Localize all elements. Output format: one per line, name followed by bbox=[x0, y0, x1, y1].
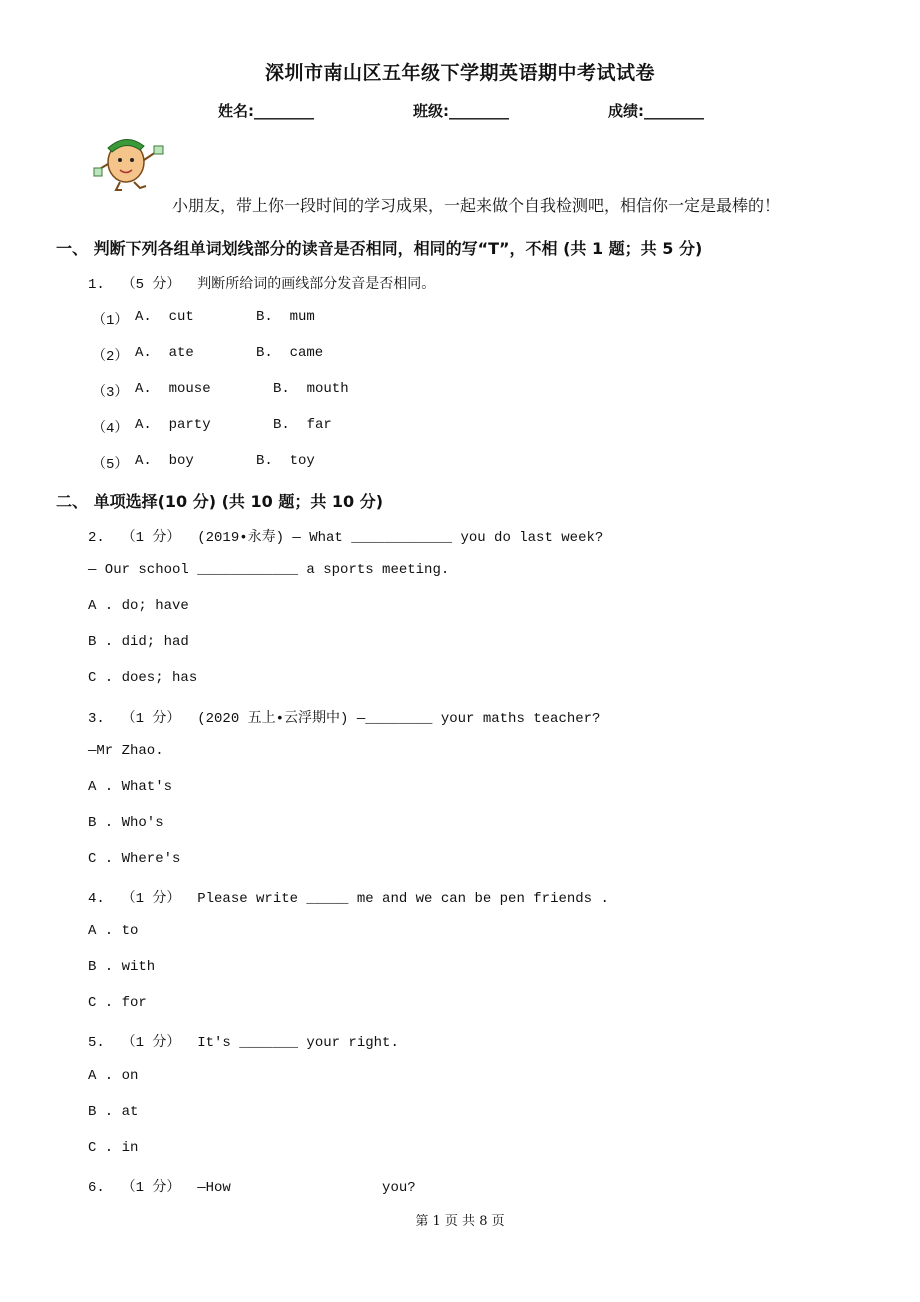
pair-option-b: B. toy bbox=[256, 453, 315, 469]
name-field-label: 姓名:________ bbox=[218, 102, 314, 120]
question-stem: 4. （1 分） Please write _____ me and we can be pen friends . bbox=[88, 891, 609, 907]
answer-option: B . Who's bbox=[88, 815, 164, 831]
pair-option-a: A. ate bbox=[135, 345, 194, 361]
answer-option: C . for bbox=[88, 995, 147, 1011]
answer-option: A . What's bbox=[88, 779, 173, 795]
answer-option: C . does; has bbox=[88, 670, 198, 686]
pair-option-a: A. mouse bbox=[135, 381, 211, 397]
question-1: 1. （5 分） 判断所给词的画线部分发音是否相同。 bbox=[88, 277, 436, 293]
section-1-heading: 一、 判断下列各组单词划线部分的读音是否相同，相同的写“T”，不相 (共 1 题；共 5 分) bbox=[56, 239, 703, 258]
encouragement-text: 小朋友，带上你一段时间的学习成果，一起来做个自我检测吧，相信你一定是最棒的！ bbox=[172, 196, 781, 215]
page-footer: 第 1 页 共 8 页 bbox=[415, 1214, 505, 1229]
question-stem: 2. （1 分） (2019•永寿) — What ____________ you do last week? bbox=[88, 530, 604, 546]
answer-option: A . to bbox=[88, 923, 139, 939]
class-field-label: 班级:________ bbox=[413, 102, 509, 120]
answer-option: C . in bbox=[88, 1140, 139, 1156]
answer-option: B . with bbox=[88, 959, 156, 975]
pair-number: （1） bbox=[92, 313, 129, 329]
pair-option-a: A. cut bbox=[135, 309, 194, 325]
answer-option: A . do; have bbox=[88, 598, 189, 614]
pair-option-b: B. far bbox=[273, 417, 332, 433]
score-field-label: 成绩:________ bbox=[608, 102, 704, 120]
section-2-heading: 二、 单项选择(10 分) (共 10 题；共 10 分) bbox=[56, 492, 384, 511]
question-line: —Mr Zhao. bbox=[88, 743, 164, 759]
pair-option-b: B. mum bbox=[256, 309, 315, 325]
pair-option-a: A. boy bbox=[135, 453, 194, 469]
question-stem: 6. （1 分） —How you? bbox=[88, 1180, 416, 1196]
pair-option-b: B. came bbox=[256, 345, 324, 361]
question-stem: 5. （1 分） It's _______ your right. bbox=[88, 1035, 399, 1051]
mascot-icon bbox=[92, 130, 168, 194]
pair-number: （4） bbox=[92, 421, 129, 437]
question-line: — Our school ____________ a sports meeting. bbox=[88, 562, 450, 578]
pair-option-b: B. mouth bbox=[273, 381, 349, 397]
pair-number: （2） bbox=[92, 349, 129, 365]
pair-option-a: A. party bbox=[135, 417, 211, 433]
answer-option: B . at bbox=[88, 1104, 139, 1120]
page-title: 深圳市南山区五年级下学期英语期中考试试卷 bbox=[264, 62, 655, 84]
pair-number: （5） bbox=[92, 457, 129, 473]
answer-option: B . did; had bbox=[88, 634, 189, 650]
pair-number: （3） bbox=[92, 385, 129, 401]
answer-option: C . Where's bbox=[88, 851, 181, 867]
question-stem: 3. （1 分） (2020 五上•云浮期中) —________ your maths teacher? bbox=[88, 711, 601, 727]
answer-option: A . on bbox=[88, 1068, 139, 1084]
